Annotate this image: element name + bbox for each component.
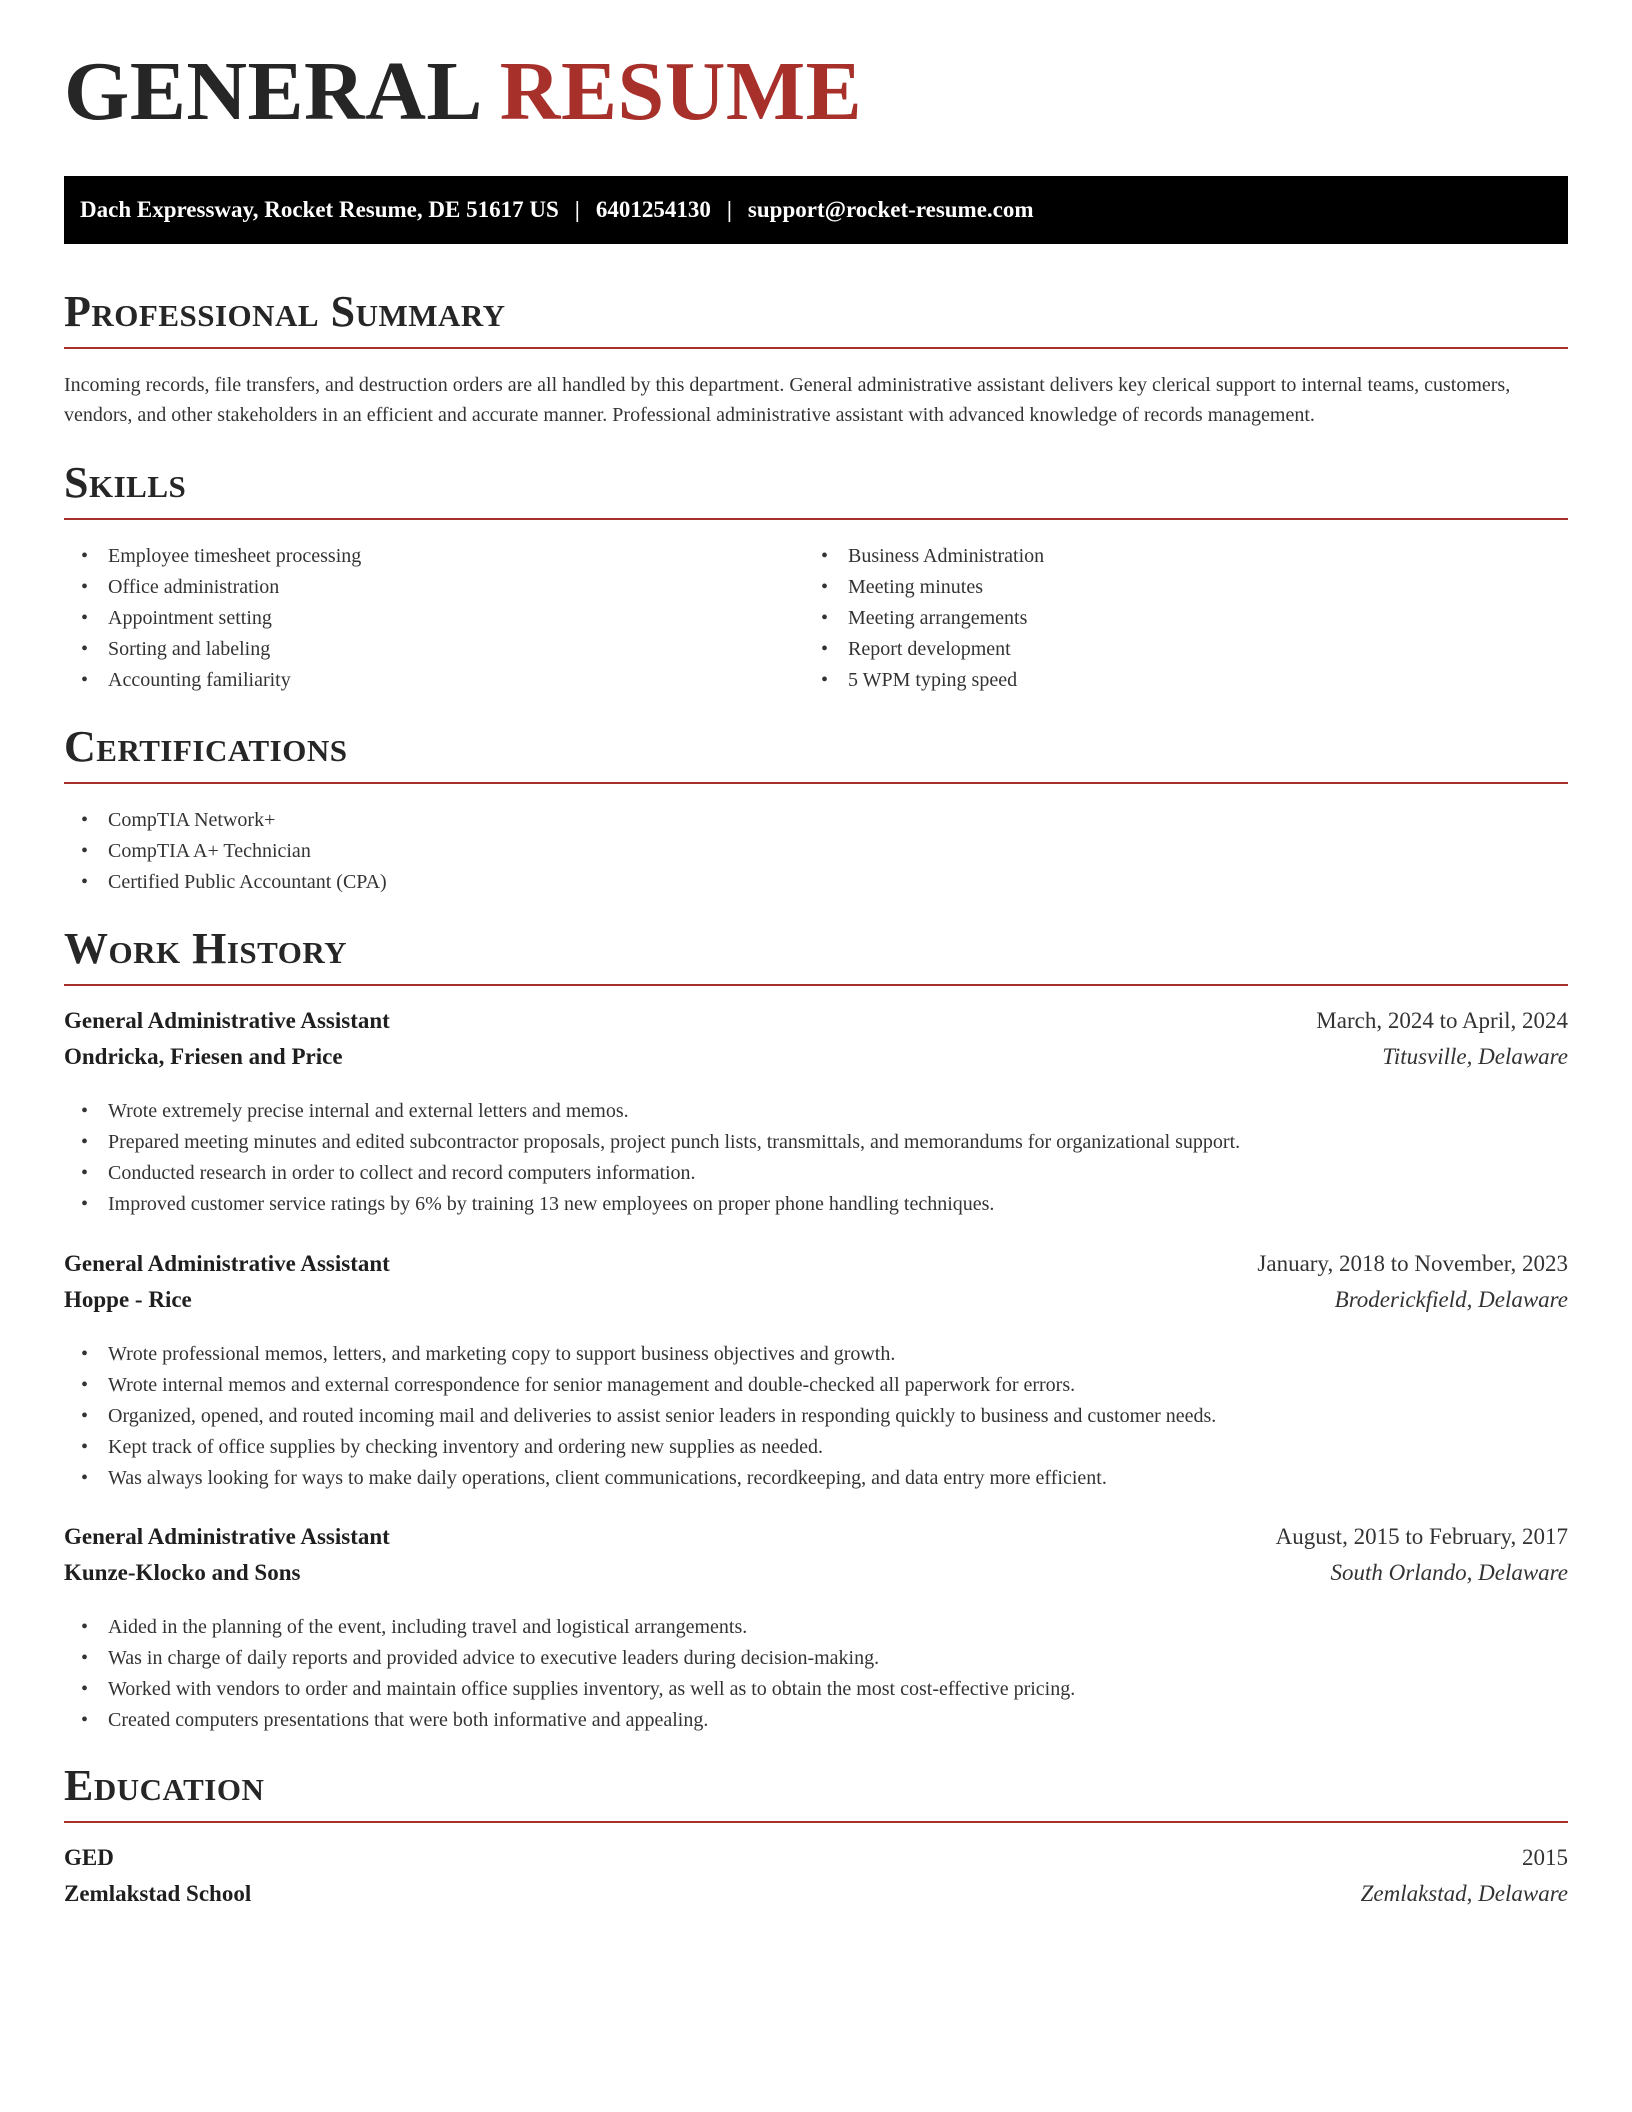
section-divider <box>64 1821 1568 1823</box>
section-title-work-history: Work History <box>64 924 348 973</box>
job-company: Ondricka, Friesen and Price <box>64 1044 343 1069</box>
job-bullet: • Wrote internal memos and external correspondence for senior management and double-checked all paperwork for errors. <box>64 1370 1568 1401</box>
section-divider <box>64 984 1568 986</box>
job-bullet: • Was always looking for ways to make daily operations, client communications, recordkeeping, and data entry more efficient. <box>64 1463 1568 1494</box>
skill-item: • Accounting familiarity <box>64 665 804 696</box>
education-year: 2015 <box>1522 1845 1568 1870</box>
job-bullet: • Wrote professional memos, letters, and marketing copy to support business objectives and growth. <box>64 1339 1568 1370</box>
job-company-row <box>64 1287 1568 1323</box>
job-location: Broderickfield, Delaware <box>1334 1287 1568 1312</box>
section-title-summary: Professional Summary <box>64 287 506 336</box>
section-divider <box>64 518 1568 520</box>
skill-item: • Sorting and labeling <box>64 634 804 665</box>
certification-item: • Certified Public Accountant (CPA) <box>64 867 1568 898</box>
job-bullets <box>64 1612 1568 1736</box>
skill-item: • Business Administration <box>804 541 1568 572</box>
job-bullet: • Wrote extremely precise internal and external letters and memos. <box>64 1096 1568 1127</box>
education-location: Zemlakstad, Delaware <box>1360 1881 1568 1906</box>
education-row <box>64 1845 1568 1881</box>
skills-list-right <box>804 541 1568 696</box>
job-bullet: • Worked with vendors to order and maintain office supplies inventory, as well as to obtain the most cost-effective pricing. <box>64 1674 1568 1705</box>
job-bullet: • Improved customer service ratings by 6% by training 13 new employees on proper phone handling techniques. <box>64 1189 1568 1220</box>
education-degree: GED <box>64 1845 114 1870</box>
resume-name-heading <box>64 45 863 138</box>
job-title: General Administrative Assistant <box>64 1008 390 1033</box>
job-title: General Administrative Assistant <box>64 1524 390 1549</box>
job-company-row <box>64 1044 1568 1080</box>
section-divider <box>64 347 1568 349</box>
contact-email: support@rocket-resume.com <box>747 197 1034 222</box>
skills-list-left <box>64 541 804 696</box>
contact-separator: | <box>726 197 732 222</box>
job-location: South Orlando, Delaware <box>1330 1560 1568 1585</box>
skill-item: • Report development <box>804 634 1568 665</box>
job-bullet: • Created computers presentations that were both informative and appealing. <box>64 1705 1568 1736</box>
job-header-row <box>64 1251 1568 1287</box>
job-bullet: • Organized, opened, and routed incoming mail and deliveries to assist senior leaders in responding quickly to business and customer needs. <box>64 1401 1568 1432</box>
job-bullet: • Conducted research in order to collect and record computers information. <box>64 1158 1568 1189</box>
contact-address: Dach Expressway, Rocket Resume, DE 51617 US <box>80 197 559 222</box>
job-title: General Administrative Assistant <box>64 1251 390 1276</box>
summary-text: Incoming records, file transfers, and destruction orders are all handled by this department. General administrative assistant delivers key clerical support to internal teams, customers, vendors, and other stakeholders in an efficient and accurate manner. Professional administrative assistant with advanced knowledge of records management. <box>64 374 1511 426</box>
contact-phone: 6401254130 <box>595 197 711 222</box>
job-dates: January, 2018 to November, 2023 <box>1257 1251 1568 1276</box>
certifications-list <box>64 805 1568 898</box>
skill-item: • Appointment setting <box>64 603 804 634</box>
skill-item: • Employee timesheet processing <box>64 541 804 572</box>
name-last: RESUME <box>499 45 863 138</box>
education-school-row <box>64 1881 1568 1917</box>
contact-bar <box>64 176 1568 244</box>
job-company: Hoppe - Rice <box>64 1287 192 1312</box>
job-bullet: • Prepared meeting minutes and edited subcontractor proposals, project punch lists, transmittals, and memorandums for organizational support. <box>64 1127 1568 1158</box>
job-bullets <box>64 1339 1568 1494</box>
section-divider <box>64 782 1568 784</box>
skill-item: • 5 WPM typing speed <box>804 665 1568 696</box>
job-dates: August, 2015 to February, 2017 <box>1275 1524 1568 1549</box>
section-title-skills: Skills <box>64 458 187 507</box>
skill-item: • Office administration <box>64 572 804 603</box>
job-header-row <box>64 1008 1568 1044</box>
certification-item: • CompTIA Network+ <box>64 805 1568 836</box>
job-location: Titusville, Delaware <box>1382 1044 1568 1069</box>
job-dates: March, 2024 to April, 2024 <box>1316 1008 1568 1033</box>
job-header-row <box>64 1524 1568 1560</box>
job-bullet: • Was in charge of daily reports and provided advice to executive leaders during decision-making. <box>64 1643 1568 1674</box>
skill-item: • Meeting arrangements <box>804 603 1568 634</box>
section-title-certifications: Certifications <box>64 722 348 771</box>
job-bullet: • Kept track of office supplies by checking inventory and ordering new supplies as needed. <box>64 1432 1568 1463</box>
section-title-education: Education <box>64 1761 265 1810</box>
contact-separator: | <box>574 197 580 222</box>
certification-item: • CompTIA A+ Technician <box>64 836 1568 867</box>
education-school: Zemlakstad School <box>64 1881 252 1906</box>
skill-item: • Meeting minutes <box>804 572 1568 603</box>
job-company: Kunze-Klocko and Sons <box>64 1560 301 1585</box>
job-bullet: • Aided in the planning of the event, including travel and logistical arrangements. <box>64 1612 1568 1643</box>
name-first: GENERAL <box>64 45 479 138</box>
job-company-row <box>64 1560 1568 1596</box>
job-bullets <box>64 1096 1568 1220</box>
